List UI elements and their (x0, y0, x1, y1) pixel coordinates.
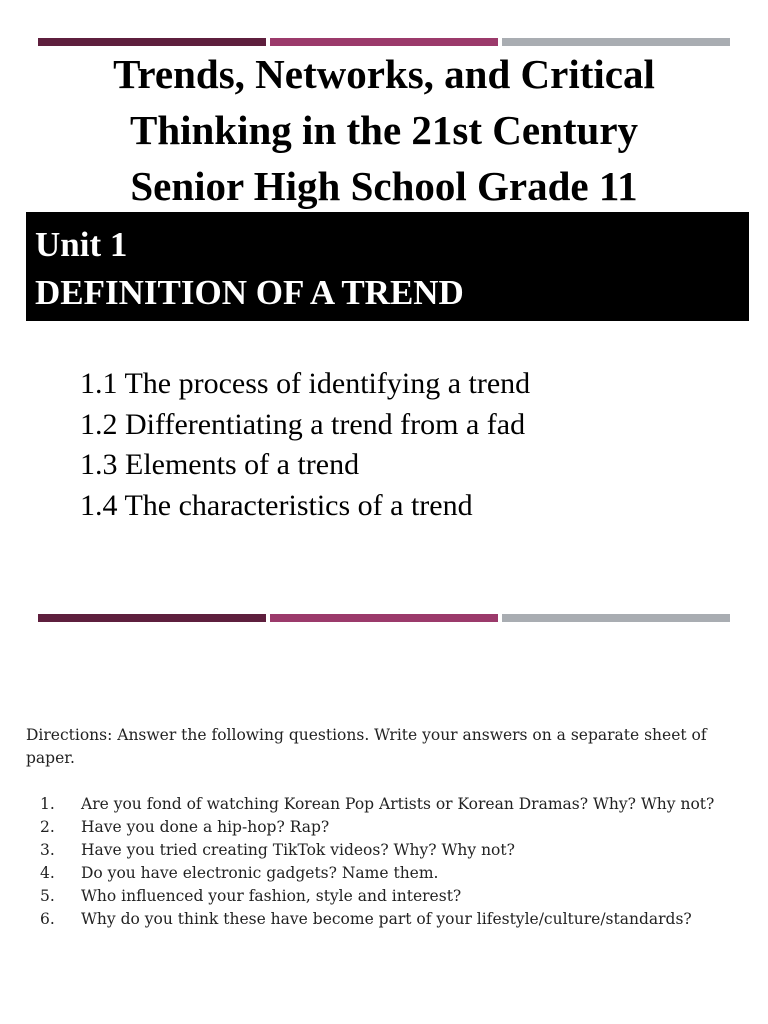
question-number: 3. (40, 841, 55, 859)
question-text: Why do you think these have become part of your lifestyle/culture/standards? (81, 910, 692, 928)
question-number: 2. (40, 818, 55, 836)
unit-banner (26, 212, 749, 321)
question-item (40, 793, 760, 816)
question-item (40, 908, 760, 931)
question-item (40, 839, 760, 862)
directions-text: Directions: Answer the following questions. Write your answers on a separate sheet of paper. (26, 726, 707, 767)
topic-item: 1.2 Differentiating a trend from a fad (80, 407, 526, 441)
question-number: 5. (40, 887, 55, 905)
topic-item: 1.3 Elements of a trend (80, 448, 360, 481)
bottom-bar-gray (502, 614, 730, 622)
question-number: 1. (40, 795, 55, 813)
question-text: Have you tried creating TikTok videos? Why? Why not? (81, 841, 515, 859)
topic-list (80, 364, 530, 526)
bottom-bar-magenta (270, 614, 498, 622)
question-item (40, 816, 760, 839)
unit-label: Unit 1 (35, 225, 128, 264)
question-item (40, 885, 760, 908)
topic-item: 1.1 The process of identifying a trend (80, 367, 531, 400)
question-text: Have you done a hip-hop? Rap? (81, 818, 330, 836)
question-item (40, 862, 760, 885)
unit-heading: DEFINITION OF A TREND (35, 273, 464, 312)
question-text: Are you fond of watching Korean Pop Artists or Korean Dramas? Why? Why not? (81, 795, 715, 813)
top-bar-dark (38, 38, 266, 46)
title-line-3: Senior High School Grade 11 (130, 163, 638, 209)
question-text: Do you have electronic gadgets? Name them. (81, 864, 439, 882)
page-title (0, 46, 768, 214)
question-list (40, 793, 760, 931)
topic-item: 1.4 The characteristics of a trend (80, 488, 473, 522)
question-number: 6. (40, 910, 55, 928)
title-line-2: Thinking in the 21st Century (129, 107, 639, 153)
bottom-bar-dark (38, 614, 266, 622)
top-bar-gray (502, 38, 730, 46)
question-text: Who influenced your fashion, style and interest? (81, 887, 462, 905)
title-line-1: Trends, Networks, and Critical (113, 51, 655, 97)
top-bar-magenta (270, 38, 498, 46)
question-number: 4. (40, 864, 55, 882)
